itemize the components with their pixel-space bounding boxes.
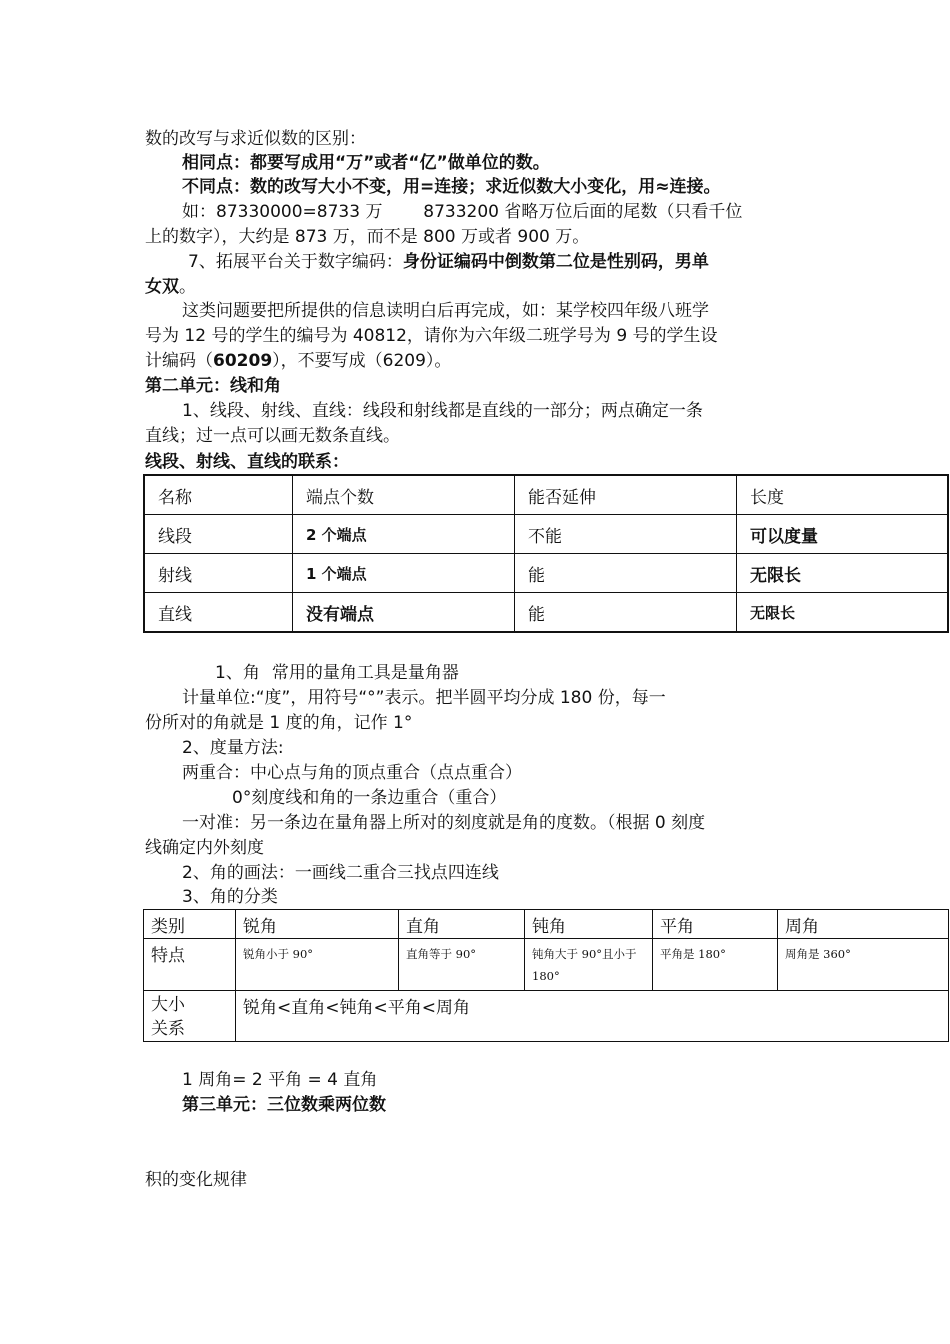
text: 计编码（ — [145, 351, 213, 371]
table-cell: 直角等于 90° — [399, 939, 525, 991]
text-line: 1 周角= 2 平角 = 4 直角 — [182, 1070, 378, 1090]
text-line: 份所对的角就是 1 度的角，记作 1° — [145, 713, 413, 733]
table-header: 端点个数 — [293, 475, 515, 515]
table-header: 直角 — [399, 910, 525, 939]
table-cell: 直线 — [144, 593, 293, 633]
table-header: 类别 — [144, 910, 236, 939]
cell-text: 大小 — [151, 995, 185, 1015]
text-line: 1、线段、射线、直线：线段和射线都是直线的一部分；两点确定一条 — [182, 401, 703, 421]
table-cell: 可以度量 — [737, 515, 949, 554]
text-line — [215, 661, 885, 685]
text-line: 线确定内外刻度 — [145, 838, 264, 858]
text-line: 积的变化规律 — [145, 1170, 247, 1190]
item-label: 1、角 — [215, 663, 260, 683]
text-line: 上的数字），大约是 873 万，而不是 800 万或者 900 万。 — [145, 227, 590, 247]
cell-text: 关系 — [151, 1019, 185, 1039]
table-header: 周角 — [778, 910, 949, 939]
table-row — [144, 991, 949, 1042]
angles-table — [143, 909, 949, 1042]
table-cell: 没有端点 — [293, 593, 515, 633]
text-line: 一对准：另一条边在量角器上所对的刻度就是角的度数。（根据 0 刻度 — [182, 813, 706, 833]
text-line: 计量单位:“度”，用符号“°”表示。把半圆平均分成 180 份，每一 — [182, 688, 666, 708]
table-cell — [144, 991, 236, 1042]
table-row — [144, 939, 949, 991]
table-cell: 能 — [515, 593, 737, 633]
table-header-row — [144, 910, 949, 939]
table-header: 长度 — [737, 475, 949, 515]
text-line — [145, 275, 815, 299]
table-cell: 无限长 — [737, 593, 949, 633]
table-row — [144, 515, 948, 554]
table-caption: 线段、射线、直线的联系： — [145, 452, 349, 472]
table-cell: 射线 — [144, 554, 293, 593]
text-line: 数的改写与求近似数的区别： — [145, 129, 366, 149]
text: 常用的量角工具是量角器 — [271, 663, 459, 683]
text-line: 2、度量方法: — [182, 738, 284, 758]
text-line: 0°刻度线和角的一条边重合（重合） — [232, 788, 507, 808]
table-header: 名称 — [144, 475, 293, 515]
table-cell: 2 个端点 — [293, 515, 515, 554]
table-header: 平角 — [653, 910, 778, 939]
table-header-row — [144, 475, 948, 515]
example-text: 8733200 省略万位后面的尾数（只看千位 — [423, 202, 743, 222]
code-bold: 60209 — [213, 351, 273, 371]
table-cell: 特点 — [144, 939, 236, 991]
table-cell: 锐角小于 90° — [236, 939, 399, 991]
table-header: 锐角 — [236, 910, 399, 939]
item-bold: 女双 — [145, 277, 179, 297]
section-heading: 第二单元：线和角 — [145, 376, 281, 396]
example-text: 如：87330000=8733 万 — [182, 202, 383, 222]
table-cell: 钝角大于 90°且小于 180° — [525, 939, 653, 991]
text-line: 2、角的画法：一画线二重合三找点四连线 — [182, 863, 499, 883]
text-line: 两重合：中心点与角的顶点重合（点点重合） — [182, 763, 522, 783]
lines-table — [143, 474, 949, 633]
table-cell: 能 — [515, 554, 737, 593]
text-line-bold: 不同点：数的改写大小不变，用=连接；求近似数大小变化，用≈连接。 — [182, 177, 721, 197]
table-cell: 1 个端点 — [293, 554, 515, 593]
text-line — [145, 349, 815, 373]
table-row — [144, 593, 948, 633]
table-cell: 锐角<直角<钝角<平角<周角 — [236, 991, 949, 1042]
table-cell: 周角是 360° — [778, 939, 949, 991]
section-heading: 第三单元：三位数乘两位数 — [182, 1095, 386, 1115]
text-line — [188, 250, 858, 274]
text-line — [182, 200, 852, 224]
text: ），不要写成（6209）。 — [272, 351, 452, 371]
text-line: 这类问题要把所提供的信息读明白后再完成，如：某学校四年级八班学 — [182, 301, 709, 321]
table-row — [144, 554, 948, 593]
item-label: 7、拓展平台关于数字编码： — [188, 252, 403, 272]
table-cell: 线段 — [144, 515, 293, 554]
text-line: 号为 12 号的学生的编号为 40812，请你为六年级二班学号为 9 号的学生设 — [145, 326, 718, 346]
text-line: 3、角的分类 — [182, 887, 278, 907]
item-bold: 身份证编码中倒数第二位是性别码，男单 — [402, 252, 709, 272]
punctuation: 。 — [179, 277, 196, 297]
table-header: 钝角 — [525, 910, 653, 939]
text-line: 直线；过一点可以画无数条直线。 — [145, 426, 400, 446]
table-header: 能否延伸 — [515, 475, 737, 515]
table-cell: 不能 — [515, 515, 737, 554]
text-line-bold: 相同点：都要写成用“万”或者“亿”做单位的数。 — [182, 153, 550, 173]
table-cell: 平角是 180° — [653, 939, 778, 991]
table-cell: 无限长 — [737, 554, 949, 593]
